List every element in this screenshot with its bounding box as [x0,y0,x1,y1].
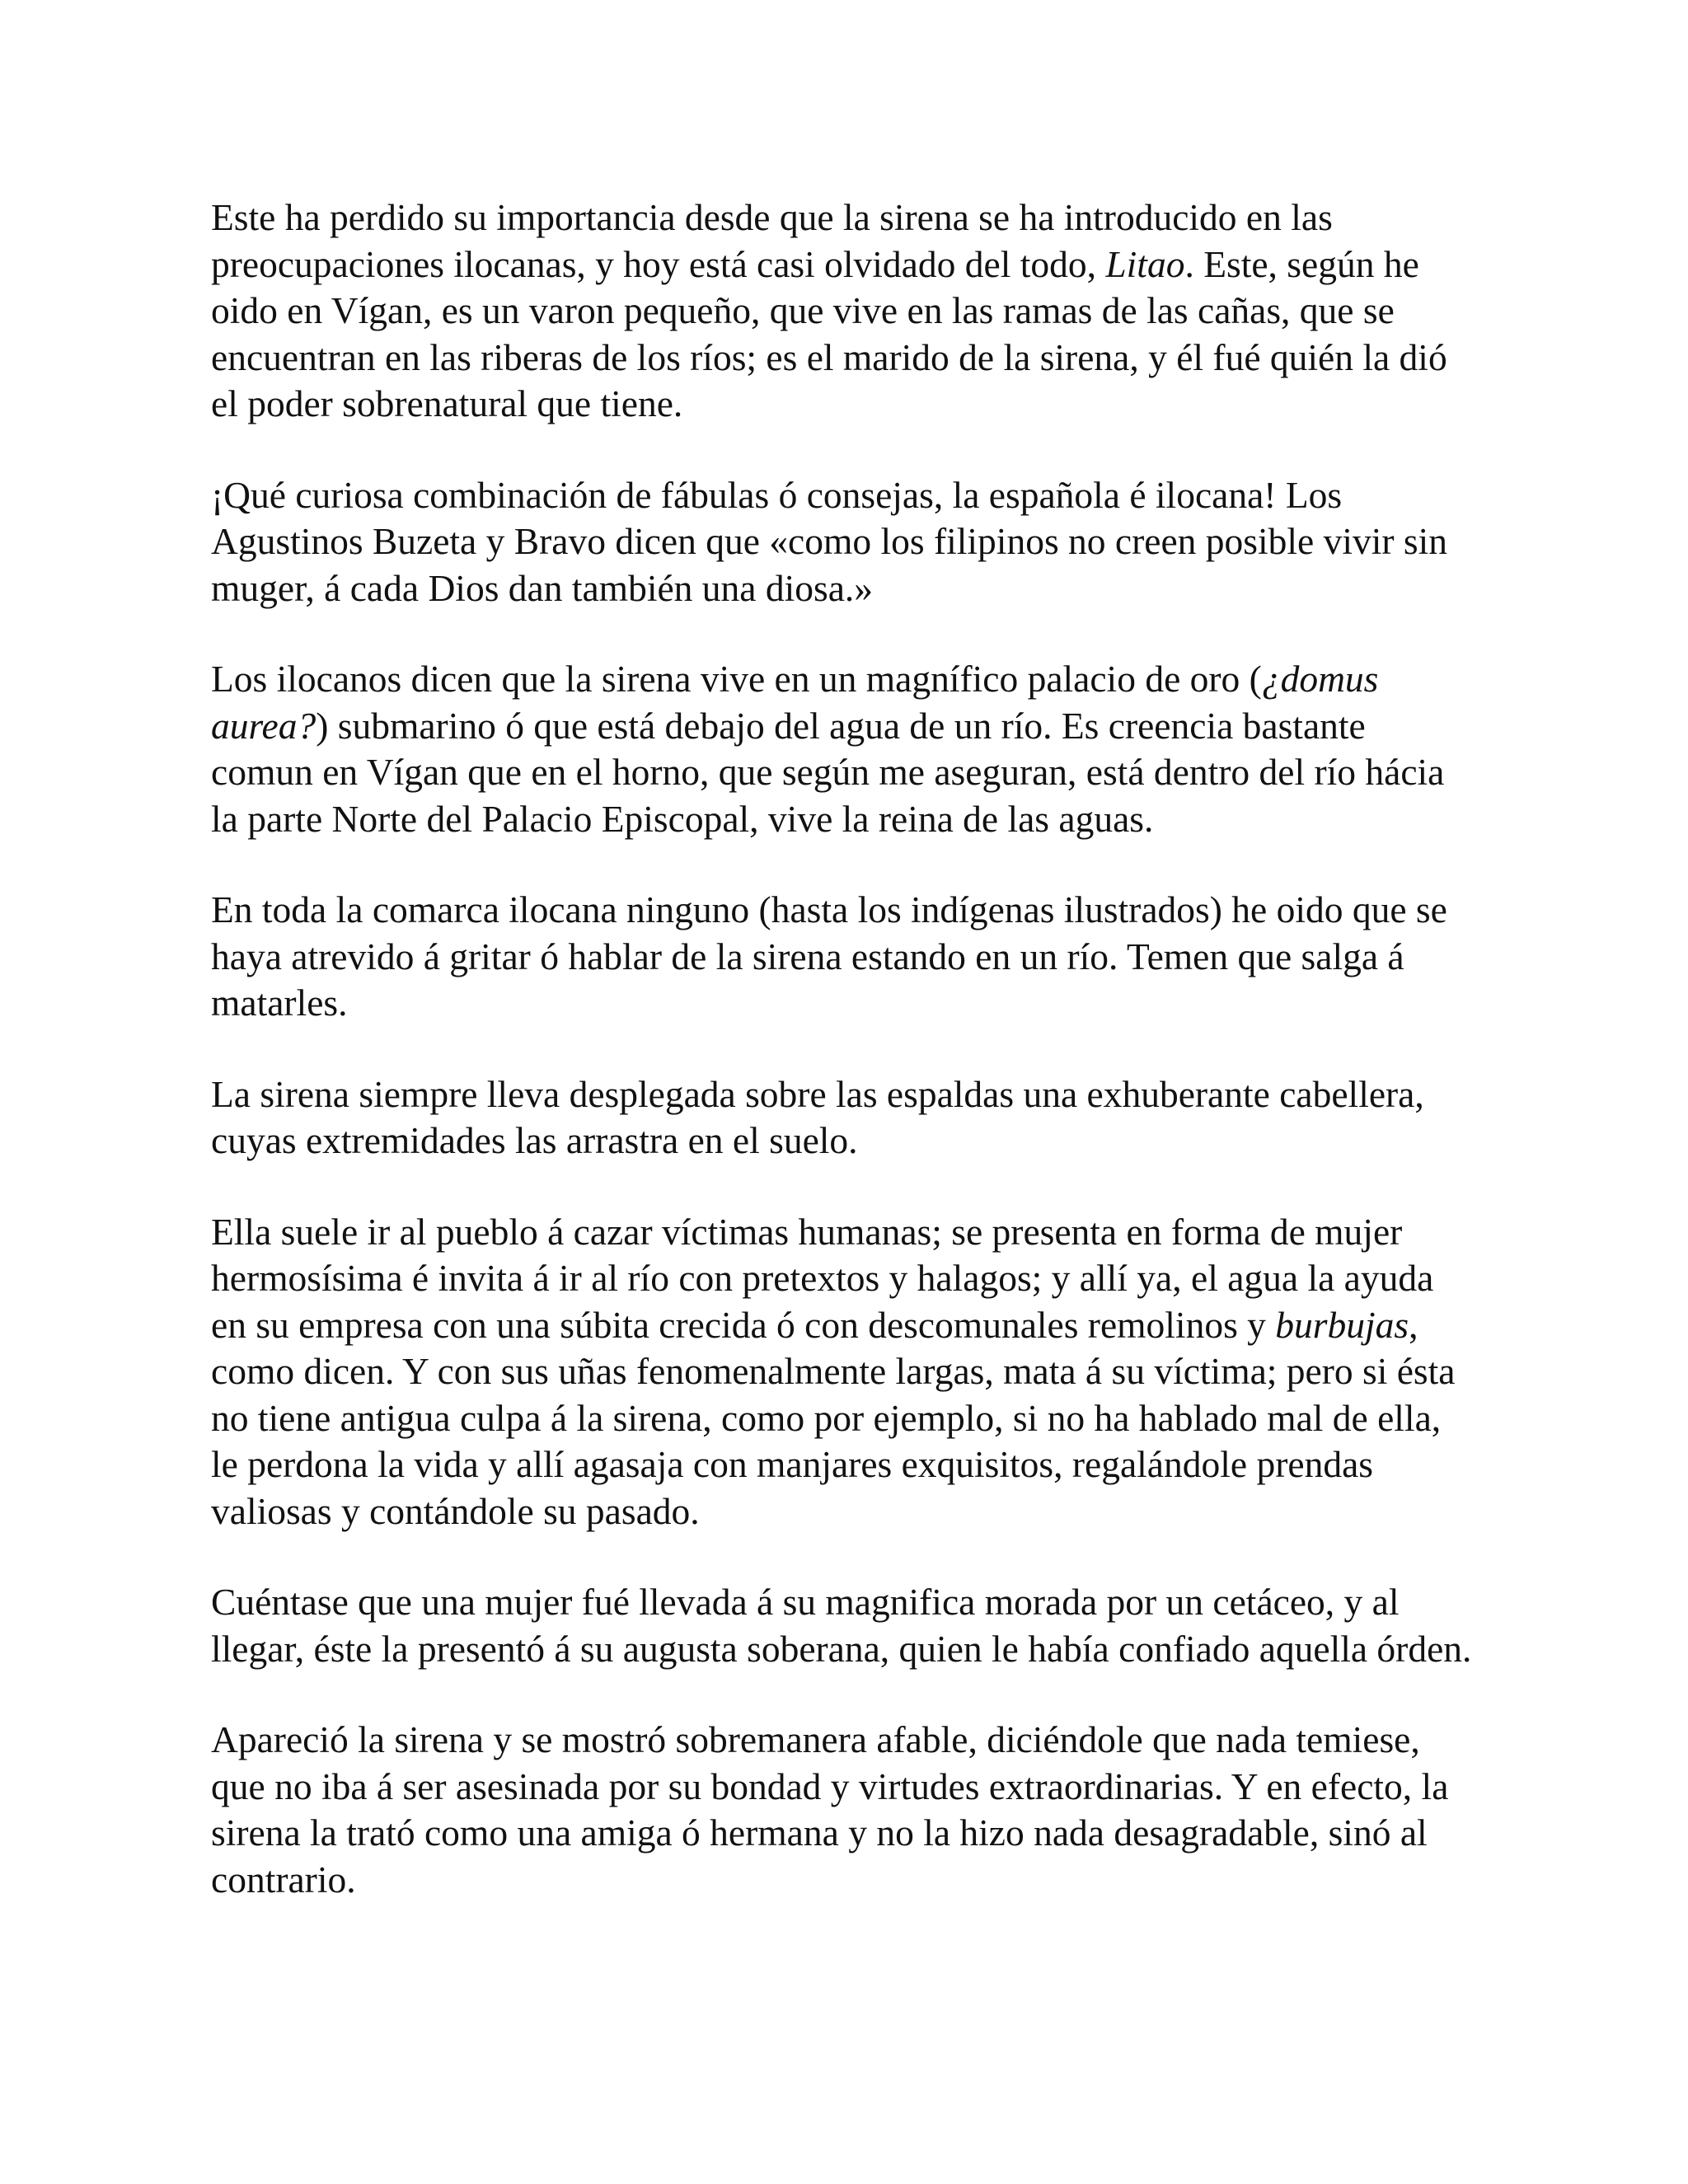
paragraph-7 [211,1579,1472,1672]
paragraph-text: Ella suele ir al pueblo á cazar víctimas humanas; se presenta en forma de mujer hermosísima é invita á ir al río con pretextos y halagos; y allí ya, el agua la ayuda en su empresa con una súbita crecida ó con descomunales remolinos y [211,1210,1434,1346]
paragraph-text: . Este, según he oido en Vígan, es un varon pequeño, que vive en las ramas de las cañas, que se encuentran en las riberas de los ríos; es el marido de la sirena, y él fué quién la dió el poder sobrenatural que tiene. [211,242,1447,424]
paragraph-text: Apareció la sirena y se mostró sobremanera afable, diciéndole que nada temiese, que no iba á ser asesinada por su bondad y virtudes extraordinarias. Y en efecto, la sirena la trató como una amiga ó hermana y no la hizo nada desagradable, sinó al contrario. [211,1718,1449,1900]
paragraph-text: Cuéntase que una mujer fué llevada á su magnifica morada por un cetáceo, y al llegar, éste la presentó á su augusta soberana, quien le había confiado aquella órden. [211,1581,1472,1670]
paragraph-text: Los ilocanos dicen que la sirena vive en un magnífico palacio de oro ( [211,658,1262,700]
paragraph-3 [211,656,1472,842]
paragraph-text: , como dicen. Y con sus uñas fenomenalmente largas, mata á su víctima; pero si ésta no tiene antigua culpa á la sirena, como por ejemplo, si no ha hablado mal de ella, le perdona la vida y allí agasaja con manjares exquisitos, regalándole prendas valiosas y contándole su pasado. [211,1303,1456,1532]
paragraph-text: ) submarino ó que está debajo del agua de un río. Es creencia bastante comun en Vígan que en el horno, que según me aseguran, está dentro del río hácia la parte Norte del Palacio Episcopal, vive la reina de las aguas. [211,704,1445,840]
paragraph-8 [211,1717,1472,1903]
italic-term-burbujas: burbujas [1275,1303,1409,1346]
italic-term-litao: Litao [1105,242,1185,285]
paragraph-text: ¡Qué curiosa combinación de fábulas ó consejas, la española é ilocana! Los Agustinos Buzeta y Bravo dicen que «como los filipinos no creen posible vivir sin muger, á cada Dios dan también una diosa.» [211,473,1447,609]
paragraph-5 [211,1071,1472,1165]
italic-term-domus-aurea: ¿domus aurea? [211,658,1379,747]
paragraph-6 [211,1209,1472,1535]
document-page [211,194,1472,1903]
paragraph-text: En toda la comarca ilocana ninguno (hasta los indígenas ilustrados) he oido que se haya atrevido á gritar ó hablar de la sirena estando en un río. Temen que salga á matarles. [211,888,1447,1024]
paragraph-4 [211,887,1472,1027]
paragraph-text: La sirena siempre lleva desplegada sobre las espaldas una exhuberante cabellera, cuyas extremidades las arrastra en el suelo. [211,1072,1424,1161]
paragraph-2 [211,472,1472,612]
paragraph-text: Este ha perdido su importancia desde que la sirena se ha introducido en las preocupaciones ilocanas, y hoy está casi olvidado del todo, [211,196,1333,285]
paragraph-1 [211,194,1472,428]
